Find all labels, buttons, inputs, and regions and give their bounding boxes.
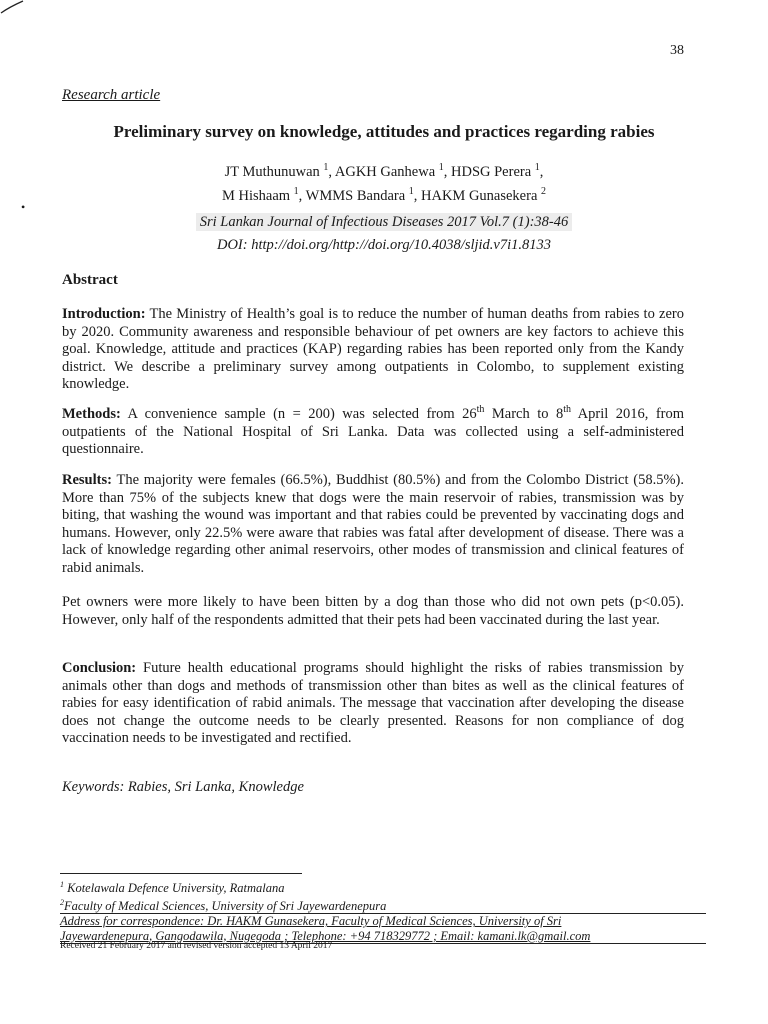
correspondence-line-1: Address for correspondence: Dr. HAKM Gunasekera, Faculty of Medical Sciences, University of Sri: [60, 914, 562, 929]
ordinal-suffix: th: [563, 404, 571, 416]
methods-paragraph: [62, 406, 684, 459]
received-date-note: Received 21 February 2017 and revised version accepted 13 April 2017: [60, 941, 333, 951]
abstract-heading: Abstract: [62, 272, 118, 288]
affiliation-marker: 2: [541, 185, 547, 197]
results-paragraph: [62, 472, 684, 577]
methods-text: A convenience sample (n = 200) was selected from 26: [120, 406, 477, 422]
ordinal-suffix: th: [476, 404, 485, 416]
article-type-label: Research article: [62, 87, 161, 103]
footnote-affiliation-2: $^2$Faculty of Medical Sciences, University of Sri Jayewardenepura: [60, 897, 387, 913]
introduction-text: The Ministry of Health’s goal is to reduce the number of human deaths from rabies to zero by 2020. Community awareness and responsible behaviour of pet owners are key factors to achieve this goal. Knowledge, attitude and practices (KAP) regarding rabies has been reported only from the Kandy district. We describe a preliminary survey among outpatients in Colombo, to supplement existing knowledge.: [62, 306, 684, 392]
journal-citation: Sri Lankan Journal of Infectious Diseases 2017 Vol.7 (1):38-46: [196, 213, 573, 231]
author-name: AGKH Ganhewa: [334, 163, 436, 180]
scan-corner-mark: [0, 0, 24, 14]
introduction-paragraph: [62, 306, 684, 394]
results-text: The majority were females (66.5%), Buddhist (80.5%) and from the Colombo District (58.5%). More than 75% of the subjects knew that dogs were the main reservoir of rabies, transmission was by biting, that washing the wound was important and that rabies could be prevented by vaccinating dogs and humans. However, only 22.5% were aware that rabies was fatal after development of disease. There was a lack of knowledge regarding other animal reservoirs, other modes of transmission and clinical features of rabid animals.: [62, 472, 684, 576]
footnote-affiliation-1: $^1$ Kotelawala Defence University, Ratmalana: [60, 880, 285, 896]
author-name: M Hishaam: [221, 187, 291, 204]
affiliation-marker: 1: [534, 162, 540, 173]
conclusion-text: Future health educational programs should highlight the risks of rabies transmission by animals other than dogs and methods of transmission other than bites as well as the clinical features of rabies for easy identification of rabid animals. The message that vaccination after developing the disease does not change the outcome needs to be clearly presented. Reasons for non compliance of dog vaccination needs to be investigated and rectified.: [62, 660, 684, 746]
results-label: Results:: [62, 472, 112, 488]
conclusion-label: Conclusion:: [62, 660, 137, 676]
correspondence-line-2: Jayewardenepura, Gangodawila, Nugegoda ; Telephone: +94 718329772 ; Email: kamani.lk@gmail.com: [60, 928, 591, 943]
article-title: Preliminary survey on knowledge, attitudes and practices regarding rabies: [113, 122, 655, 141]
affiliation-marker: 1: [293, 185, 299, 197]
affiliation-marker: 1: [323, 162, 329, 173]
introduction-label: Introduction:: [62, 306, 146, 322]
margin-mark: •: [21, 200, 26, 214]
page-number: 38: [670, 43, 684, 58]
methods-text: March to 8: [484, 406, 564, 422]
pet-owners-paragraph: Pet owners were more likely to have been bitten by a dog than those who did not own pets (p<0.05). However, only half of the respondents admitted that their pets had been vaccinated during the last year.: [62, 594, 684, 628]
author-list: [0, 158, 768, 206]
conclusion-paragraph: [62, 660, 684, 748]
authors-line-2: M Hishaam $^1$, WMMS Bandara $^1$, HAKM Gunasekera $^2$: [221, 185, 547, 204]
author-name: HAKM Gunasekera: [421, 187, 538, 204]
keywords: Keywords: Rabies, Sri Lanka, Knowledge: [62, 779, 304, 795]
author-name: WMMS Bandara: [305, 187, 406, 204]
authors-line-1: JT Muthunuwan $^1$, AGKH Ganhewa $^1$, HDSG Perera $^1$,: [224, 162, 544, 180]
affiliation-marker: 1: [408, 185, 414, 197]
footnotes: [60, 878, 710, 944]
author-name: HDSG Perera: [451, 163, 532, 180]
affiliation-marker: 1: [438, 162, 444, 173]
methods-text: April 2016, from outpatients of the National Hospital of Sri Lanka. Data was collected using a self-administered questionnaire.: [62, 406, 684, 457]
doi-link[interactable]: DOI: http://doi.org/http://doi.org/10.4038/sljid.v7i1.8133: [216, 237, 552, 253]
author-name: JT Muthunuwan: [224, 163, 320, 180]
correspondence-address: [60, 913, 706, 944]
methods-label: Methods:: [62, 406, 121, 422]
journal-info: [0, 211, 768, 257]
footnote-divider: [60, 873, 302, 874]
